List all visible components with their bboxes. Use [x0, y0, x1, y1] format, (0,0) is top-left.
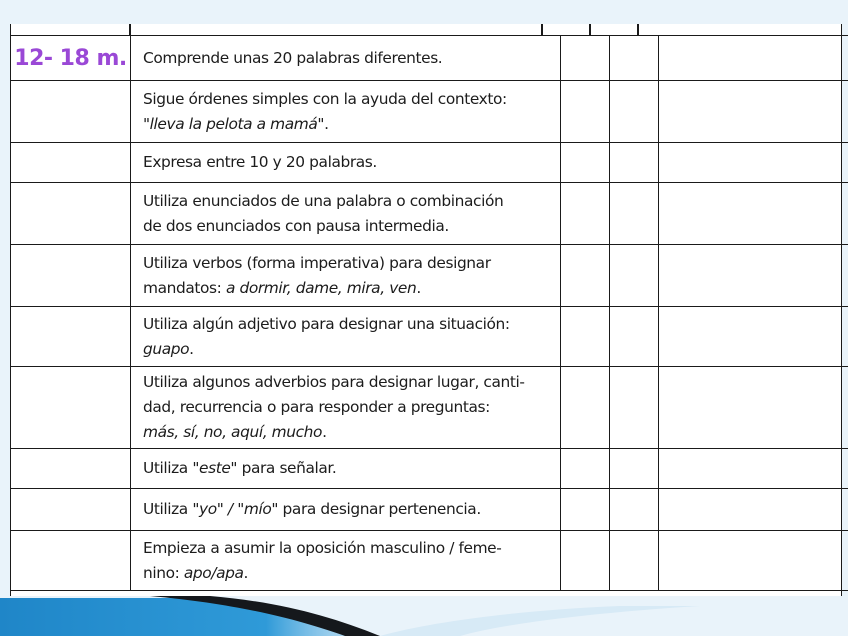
italic-text: "yo" / "mío" — [192, 500, 279, 518]
empty-check-cell-3 — [659, 307, 848, 367]
age-cell — [11, 81, 131, 143]
table-row — [11, 367, 848, 449]
empty-check-cell-3 — [659, 489, 848, 531]
milestone-description-cell — [131, 143, 561, 183]
milestone-description-cell — [131, 245, 561, 307]
description-line — [143, 370, 552, 395]
table-row — [11, 531, 848, 591]
empty-check-cell-2 — [610, 81, 659, 143]
empty-check-cell-3 — [659, 143, 848, 183]
empty-check-cell-3 — [659, 81, 848, 143]
empty-check-cell-2 — [610, 245, 659, 307]
age-cell — [11, 531, 131, 591]
empty-check-cell-2 — [610, 449, 659, 489]
table-row — [11, 307, 848, 367]
text: . — [322, 423, 327, 441]
milestone-description-cell — [131, 367, 561, 449]
age-cell: 12- 18 m. — [11, 36, 131, 81]
age-cell — [11, 183, 131, 245]
description-line — [143, 46, 552, 71]
empty-check-cell-2 — [610, 307, 659, 367]
text: Expresa entre 10 y 20 palabras. — [143, 153, 377, 171]
description-line — [143, 214, 552, 239]
italic-text: a dormir, dame, mira, ven — [225, 278, 417, 297]
table-row — [11, 449, 848, 489]
swoosh-light-band — [380, 606, 700, 636]
empty-check-cell-2 — [610, 36, 659, 81]
empty-check-cell-1 — [561, 183, 610, 245]
age-cell — [11, 489, 131, 531]
empty-check-cell-2 — [610, 367, 659, 449]
description-line — [143, 497, 552, 522]
description-line — [143, 150, 552, 175]
text: . — [243, 563, 249, 582]
italic-text: más, sí, no, aquí, mucho — [143, 423, 323, 441]
empty-check-cell-2 — [610, 183, 659, 245]
empty-check-cell-1 — [561, 449, 610, 489]
empty-check-cell-3 — [659, 36, 848, 81]
text: dad, recurrencia o para responder a preguntas: — [143, 398, 490, 416]
table-body — [11, 36, 848, 591]
description-line — [143, 337, 552, 362]
text: . — [189, 339, 194, 358]
italic-text: "lleva la pelota a mamá" — [143, 114, 325, 133]
description-line — [143, 561, 552, 586]
table-row — [11, 183, 848, 245]
milestone-description-cell — [131, 449, 561, 489]
text: Utiliza — [143, 500, 193, 518]
text: . — [416, 278, 421, 297]
description-line — [143, 251, 552, 276]
milestone-description-cell — [131, 531, 561, 591]
description-line — [143, 395, 552, 420]
italic-text: guapo — [143, 339, 190, 358]
empty-check-cell-1 — [561, 307, 610, 367]
milestone-description-cell — [131, 36, 561, 81]
text: Sigue órdenes simples con la ayuda del contexto: — [143, 89, 507, 108]
empty-check-cell-3 — [659, 531, 848, 591]
description-line — [143, 276, 552, 301]
table-row — [11, 245, 848, 307]
empty-check-cell-1 — [561, 143, 610, 183]
description-line — [143, 312, 552, 337]
text: de dos enunciados con pausa intermedia. — [143, 216, 449, 235]
text: Empieza a asumir la oposición masculino / feme- — [143, 538, 502, 557]
text: Utiliza algunos adverbios para designar lugar, canti- — [143, 373, 525, 391]
text: Utiliza verbos (forma imperativa) para designar — [143, 253, 491, 272]
empty-check-cell-1 — [561, 531, 610, 591]
empty-check-cell-1 — [561, 245, 610, 307]
empty-check-cell-3 — [659, 183, 848, 245]
text: para señalar. — [237, 459, 337, 477]
text: mandatos: — [143, 278, 226, 297]
text: para designar pertenencia. — [278, 500, 481, 518]
description-line — [143, 420, 552, 445]
text: Comprende unas 20 palabras diferentes. — [143, 48, 443, 67]
slide-top-band — [0, 0, 848, 26]
age-cell — [11, 307, 131, 367]
table-row — [11, 143, 848, 183]
description-line — [143, 112, 552, 137]
age-cell — [11, 449, 131, 489]
age-cell — [11, 143, 131, 183]
description-line — [143, 189, 552, 214]
decorative-swoosh — [0, 592, 848, 636]
age-cell — [11, 367, 131, 449]
milestone-description-cell — [131, 81, 561, 143]
table-row — [11, 489, 848, 531]
empty-check-cell-3 — [659, 367, 848, 449]
empty-check-cell-3 — [659, 245, 848, 307]
empty-check-cell-2 — [610, 531, 659, 591]
empty-check-cell-2 — [610, 489, 659, 531]
italic-text: "este" — [192, 459, 238, 477]
empty-check-cell-1 — [561, 367, 610, 449]
italic-text: apo/apa — [183, 563, 244, 582]
text: nino: — [143, 563, 184, 582]
description-line — [143, 87, 552, 112]
table-row — [11, 81, 848, 143]
empty-check-cell-1 — [561, 36, 610, 81]
text: Utiliza enunciados de una palabra o combinación — [143, 191, 504, 210]
text: Utiliza algún adjetivo para designar una situación: — [143, 314, 510, 333]
empty-check-cell-2 — [610, 143, 659, 183]
milestone-description-cell — [131, 489, 561, 531]
milestone-description-cell — [131, 307, 561, 367]
description-line — [143, 536, 552, 561]
text: Utiliza — [143, 459, 193, 477]
empty-check-cell-1 — [561, 489, 610, 531]
description-line — [143, 456, 552, 481]
empty-check-cell-1 — [561, 81, 610, 143]
milestone-description-cell — [131, 183, 561, 245]
table-row — [11, 36, 848, 81]
empty-check-cell-3 — [659, 449, 848, 489]
development-checklist-table — [10, 35, 848, 591]
text: . — [324, 114, 329, 133]
age-cell — [11, 245, 131, 307]
